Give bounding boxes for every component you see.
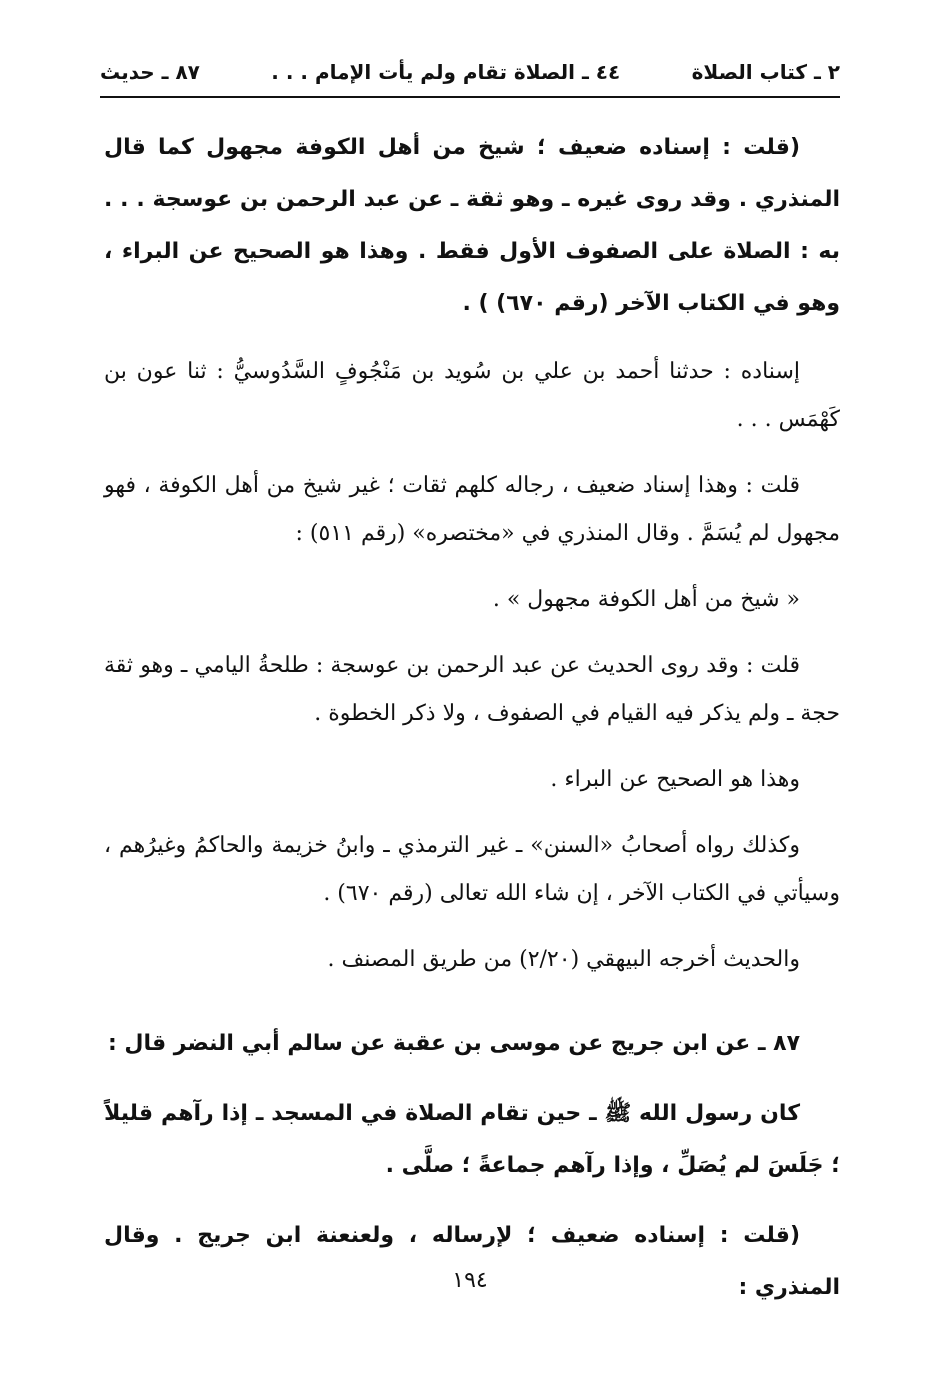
commentary-paragraph: قلت : وقد روى الحديث عن عبد الرحمن بن عوسجة : طلحةُ اليامي ـ وهو ثقة حجة ـ ولم يذكر فيه القيام في الصفوف ، ولا ذكر الخطوة . <box>104 653 840 726</box>
hadith-text: كان رسول الله ﷺ ـ حين تقام الصلاة في المسجد ـ إذا رآهم قليلاً ؛ جَلَسَ لم يُصَلِّ ، وإذا رآهم جماعةً ؛ صلَّى . <box>104 1101 840 1178</box>
commentary-paragraph: وهذا هو الصحيح عن البراء . <box>550 767 800 792</box>
header-hadith-number: ٨٧ ـ حديث <box>100 60 200 84</box>
isnad-paragraph: إسناده : حدثنا أحمد بن علي بن سُويد بن مَنْجُوفٍ السَّدُوسيُّ : ثنا عون بن كَهْمَس . . . <box>104 359 840 432</box>
hadith-heading: ٨٧ ـ عن ابن جريج عن موسى بن عقبة عن سالم أبي النضر قال : <box>107 1031 800 1056</box>
page-number: ١٩٤ <box>452 1268 488 1293</box>
commentary-paragraph: قلت : وهذا إسناد ضعيف ، رجاله كلهم ثقات ؛ غير شيخ من أهل الكوفة ، فهو مجهول لم يُسَمَّ . وقال المنذري في «مختصره» (رقم ٥١١) : <box>104 473 840 546</box>
header-chapter: ٢ ـ كتاب الصلاة <box>691 60 840 84</box>
commentary-paragraph: (قلت : إسناده ضعيف ؛ لإرساله ، ولعنعنة ابن جريج . وقال المنذري : <box>104 1223 840 1300</box>
commentary-paragraph: وكذلك رواه أصحابُ «السنن» ـ غير الترمذي ـ وابنُ خزيمة والحاكمُ وغيرُهم ، وسيأتي في الكتاب الآخر ، إن شاء الله تعالى (رقم ٦٧٠) . <box>104 833 840 906</box>
commentary-paragraph: والحديث أخرجه البيهقي (٢/٢٠) من طريق المصنف . <box>327 947 800 972</box>
header-divider <box>100 96 840 98</box>
running-header <box>100 52 840 92</box>
page-body <box>104 122 840 1332</box>
quotation-paragraph: « شيخ من أهل الكوفة مجهول » . <box>492 587 800 612</box>
commentary-paragraph: (قلت : إسناده ضعيف ؛ شيخ من أهل الكوفة مجهول كما قال المنذري . وقد روى غيره ـ وهو ثقة ـ عن عبد الرحمن بن عوسجة . . . به : الصلاة على الصفوف الأول فقط . وهذا هو الصحيح عن البراء ، وهو في الكتاب الآخر (رقم ٦٧٠) ) . <box>104 135 840 316</box>
header-section: ٤٤ ـ الصلاة تقام ولم يأت الإمام . . . <box>271 60 621 84</box>
